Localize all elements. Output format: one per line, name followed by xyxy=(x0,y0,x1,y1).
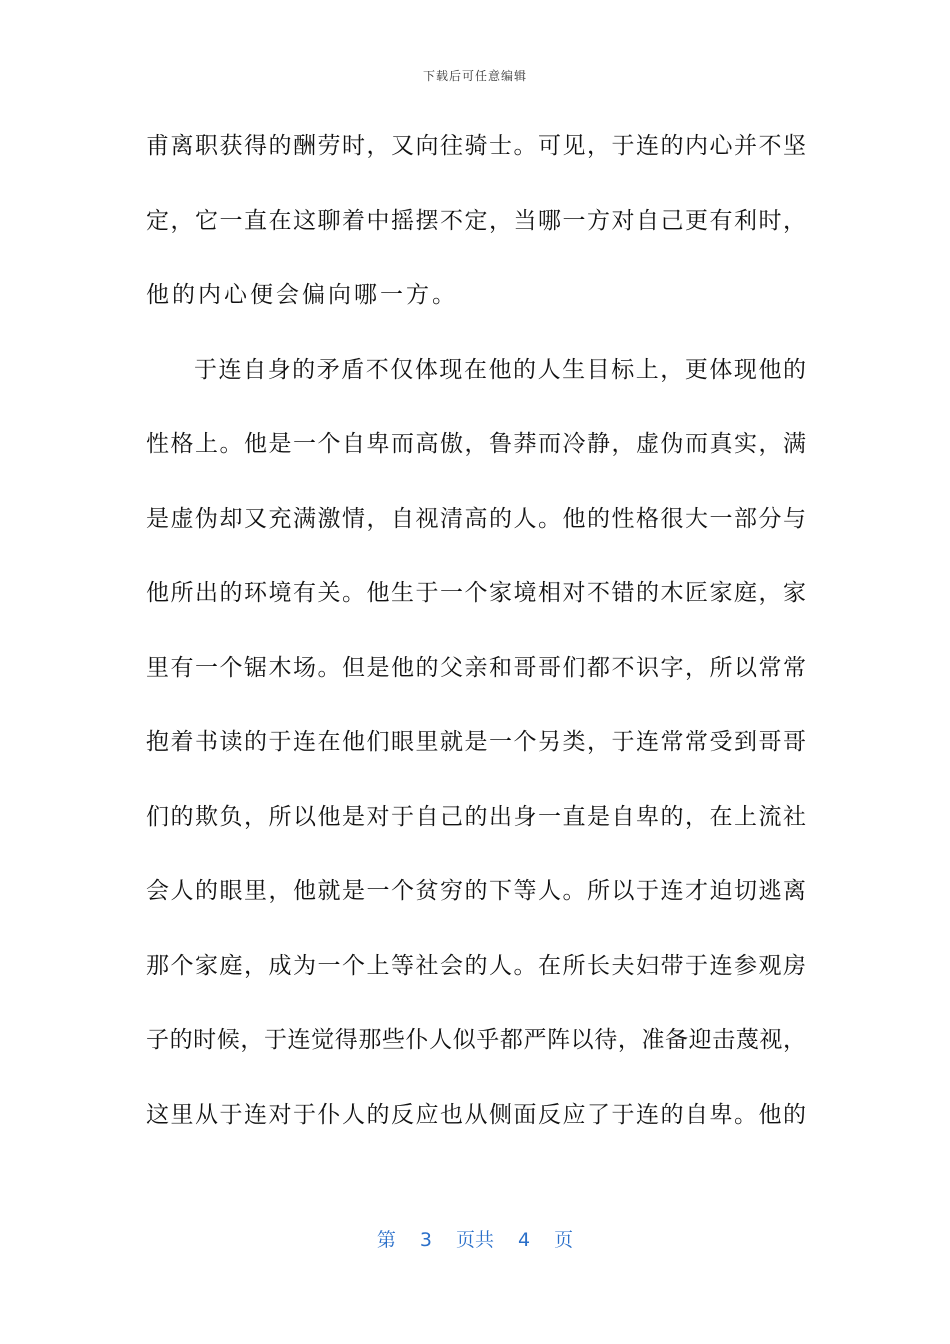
footer-total-pages: 4 xyxy=(518,1229,531,1251)
document-body xyxy=(146,128,806,1171)
text-line: 里有一个锯木场。但是他的父亲和哥哥们都不识字，所以常常 xyxy=(146,654,806,681)
text-line: 定，它一直在这聊着中摇摆不定，当哪一方对自己更有利时， xyxy=(146,207,806,234)
text-line: 子的时候，于连觉得那些仆人似乎都严阵以待，准备迎击蔑视， xyxy=(146,1027,806,1053)
text-line: 那个家庭，成为一个上等社会的人。在所长夫妇带于连参观房 xyxy=(146,952,806,979)
footer-current-page: 3 xyxy=(419,1229,432,1251)
text-line: 抱着书读的于连在他们眼里就是一个另类，于连常常受到哥哥 xyxy=(146,729,806,755)
footer-suffix: 页 xyxy=(554,1229,574,1251)
text-line: 这里从于连对于仆人的反应也从侧面反应了于连的自卑。他的 xyxy=(146,1101,806,1128)
footer-middle: 页共 xyxy=(455,1229,494,1251)
text-line: 会人的眼里，他就是一个贫穷的下等人。所以于连才迫切逃离 xyxy=(146,878,806,904)
page-header-note: 下载后可任意编辑 xyxy=(422,69,527,83)
text-line: 他的内心便会偏向哪一方。 xyxy=(146,282,458,308)
text-line: 性格上。他是一个自卑而高傲，鲁莽而冷静，虚伪而真实，满 xyxy=(146,431,806,457)
text-line: 们的欺负，所以他是对于自己的出身一直是自卑的，在上流社 xyxy=(146,803,806,830)
paragraph-first-line: 于连自身的矛盾不仅体现在他的人生目标上，更体现他的 xyxy=(194,356,806,383)
page-footer xyxy=(0,1225,950,1252)
text-line: 甫离职获得的酬劳时，又向往骑士。可见，于连的内心并不坚 xyxy=(146,133,806,159)
text-line: 是虚伪却又充满激情，自视清高的人。他的性格很大一部分与 xyxy=(146,505,806,532)
footer-prefix: 第 xyxy=(376,1229,396,1251)
text-line: 他所出的环境有关。他生于一个家境相对不错的木匠家庭，家 xyxy=(146,580,806,606)
